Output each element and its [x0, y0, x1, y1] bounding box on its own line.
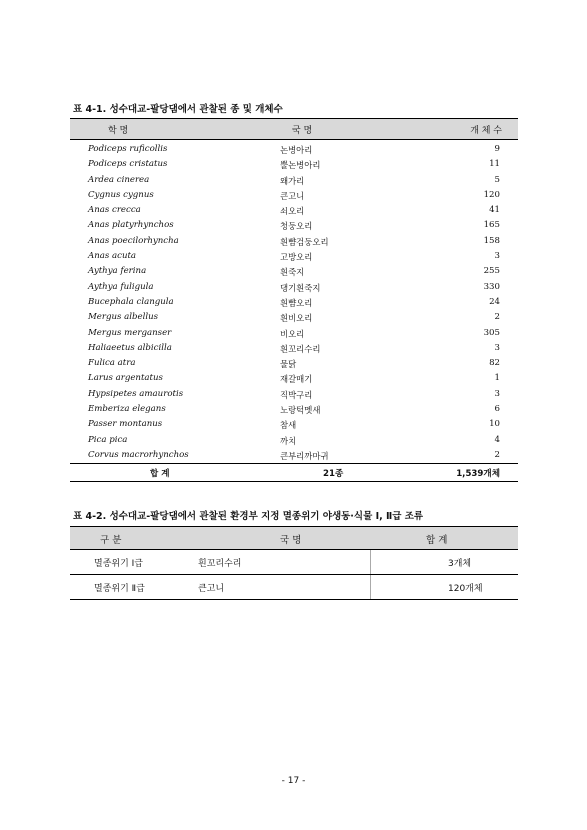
count: 10: [489, 419, 500, 430]
korean-name: 논병아리: [280, 145, 313, 155]
scientific-name: Larus argentatus: [88, 373, 163, 384]
count: 2: [494, 449, 500, 460]
scientific-name: Anas crecca: [88, 205, 141, 216]
header-count: 개 체 수: [470, 126, 502, 136]
total: 120개체: [448, 584, 483, 594]
korean-name: 큰고니: [198, 584, 225, 594]
total: 3개체: [448, 559, 472, 569]
scientific-name: Mergus albellus: [88, 312, 159, 323]
total-label: 합 계: [150, 469, 170, 480]
header-korean-name: 국 명: [292, 126, 313, 136]
scientific-name: Passer montanus: [88, 419, 163, 430]
table-row: [70, 448, 518, 463]
count: 6: [494, 404, 500, 415]
table-row: [70, 574, 518, 599]
count: 11: [489, 159, 500, 170]
table-row: [70, 417, 518, 432]
count: 120: [483, 189, 500, 200]
count: 165: [483, 220, 500, 231]
korean-name: 직박구리: [280, 389, 313, 400]
table-row: [70, 550, 518, 574]
korean-name: 흰비오리: [280, 313, 313, 324]
scientific-name: Aythya fuligula: [88, 281, 154, 292]
count: 4: [494, 434, 500, 445]
table-row: [70, 326, 518, 341]
table-row: [70, 341, 518, 356]
table2-caption: 표 4-2. 성수대교-팔당댐에서 관찰된 환경부 지정 멸종위기 야생동·식물 Ⅰ, Ⅱ급 조류: [73, 511, 424, 522]
scientific-name: Anas acuta: [88, 251, 137, 262]
scientific-name: Bucephala clangula: [88, 296, 174, 307]
count: 5: [494, 174, 500, 185]
korean-name: 고방오리: [280, 252, 313, 263]
table-row: [70, 142, 518, 157]
header-scientific-name: 학 명: [108, 126, 129, 136]
scientific-name: Mergus merganser: [88, 327, 172, 338]
total-species: 21종: [323, 469, 344, 480]
table1-caption: 표 4-1. 성수대교-팔당댐에서 관찰된 종 및 개체수: [73, 104, 283, 115]
count: 330: [483, 281, 500, 292]
scientific-name: Haliaeetus albicilla: [88, 342, 172, 353]
table-row: [70, 295, 518, 310]
count: 3: [494, 388, 500, 399]
scientific-name: Cygnus cygnus: [88, 189, 154, 200]
table1-header: [70, 119, 518, 140]
category: 멸종위기 Ⅱ급: [94, 584, 145, 594]
table-row: [70, 433, 518, 448]
table-row: [70, 173, 518, 188]
count: 82: [489, 358, 500, 369]
count: 3: [494, 251, 500, 262]
endangered-species-table: [70, 526, 518, 600]
count: 255: [483, 266, 500, 277]
category: 멸종위기 Ⅰ급: [94, 559, 143, 569]
table-row: [70, 234, 518, 249]
korean-name: 청둥오리: [280, 221, 313, 232]
korean-name: 노랑턱멧새: [280, 405, 321, 416]
header-total: 합 계: [426, 535, 448, 546]
scientific-name: Emberiza elegans: [88, 404, 166, 415]
korean-name: 쇠오리: [280, 206, 305, 217]
korean-name: 물닭: [280, 359, 297, 370]
table-row: [70, 157, 518, 172]
korean-name: 흰죽지: [280, 267, 305, 278]
scientific-name: Pica pica: [88, 434, 128, 445]
column-divider: [370, 550, 371, 574]
page-number: - 17 -: [281, 776, 306, 786]
table2-body: [70, 550, 518, 599]
scientific-name: Corvus macrorhynchos: [88, 449, 189, 460]
korean-name: 흰꼬리수리: [198, 559, 242, 569]
korean-name: 참새: [280, 420, 297, 431]
scientific-name: Aythya ferina: [88, 266, 147, 277]
korean-name: 댕기흰죽지: [280, 282, 321, 293]
korean-name: 흰뺨검둥오리: [280, 236, 329, 247]
korean-name: 큰고니: [280, 190, 305, 201]
total-count: 1,539개체: [456, 469, 500, 480]
korean-name: 뿔논병아리: [280, 160, 321, 171]
count: 158: [483, 235, 500, 246]
scientific-name: Podiceps cristatus: [88, 159, 168, 170]
table-row: [70, 264, 518, 279]
scientific-name: Fulica atra: [88, 358, 136, 369]
table-row: [70, 387, 518, 402]
table-row: [70, 402, 518, 417]
count: 24: [489, 296, 500, 307]
scientific-name: Ardea cinerea: [88, 174, 150, 185]
korean-name: 큰부리까마귀: [280, 450, 329, 461]
count: 9: [494, 144, 500, 154]
count: 41: [489, 205, 500, 216]
count: 305: [483, 327, 500, 338]
header-name: 국 명: [280, 535, 302, 546]
korean-name: 왜가리: [280, 175, 305, 186]
table-row: [70, 356, 518, 371]
count: 2: [494, 312, 500, 323]
korean-name: 재갈매기: [280, 374, 313, 385]
header-category: 구 분: [100, 535, 122, 546]
table-row: [70, 188, 518, 203]
scientific-name: Hypsipetes amaurotis: [88, 388, 184, 399]
species-count-table: [70, 118, 518, 482]
scientific-name: Podiceps ruficollis: [88, 144, 168, 154]
korean-name: 흰뺨오리: [280, 297, 313, 308]
count: 1: [494, 373, 500, 384]
column-divider: [370, 575, 371, 599]
table-row: [70, 280, 518, 295]
table-row: [70, 218, 518, 233]
table-row: [70, 371, 518, 386]
scientific-name: Anas platyrhynchos: [88, 220, 174, 231]
count: 3: [494, 342, 500, 353]
scientific-name: Anas poecilorhyncha: [88, 235, 179, 246]
table-row: [70, 310, 518, 325]
table-row: [70, 203, 518, 218]
korean-name: 흰꼬리수리: [280, 343, 321, 354]
korean-name: 까치: [280, 435, 297, 446]
table2-header: [70, 527, 518, 550]
table1-total-row: [70, 463, 518, 481]
table-row: [70, 249, 518, 264]
korean-name: 비오리: [280, 328, 305, 339]
table1-body: [70, 140, 518, 463]
